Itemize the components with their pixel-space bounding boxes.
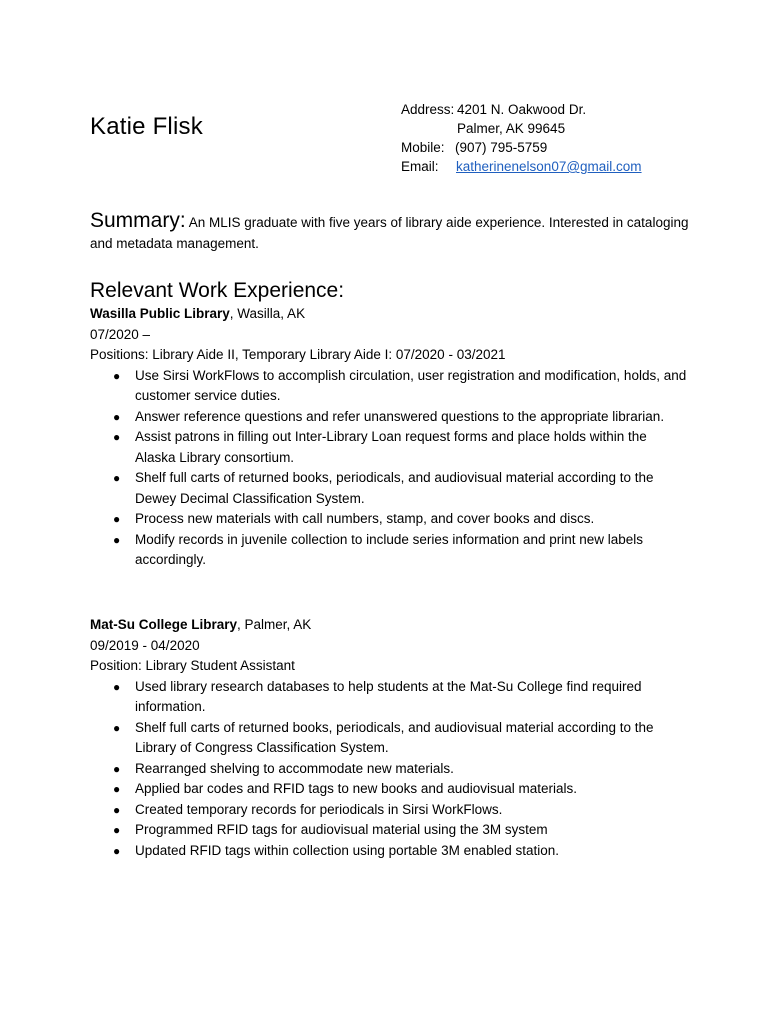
bullet-icon: ● [113, 679, 121, 694]
list-item [113, 468, 690, 509]
bullet-icon: ● [113, 471, 121, 485]
bullet-text: Shelf full carts of returned books, periodicals, and audiovisual material according to the Dewey Decimal Classification System. [135, 470, 654, 506]
bullet-text: Answer reference questions and refer unanswered questions to the appropriate librarian. [135, 408, 665, 424]
bullet-text: Applied bar codes and RFID tags to new books and audiovisual materials. [135, 781, 577, 796]
bullet-icon: ● [113, 368, 121, 383]
list-item [113, 759, 690, 780]
bullet-text: Programmed RFID tags for audiovisual material using the 3M system [135, 822, 548, 837]
email-link[interactable]: katherinenelson07@gmail.com [456, 159, 642, 174]
job-position: Position: Library Student Assistant [90, 658, 295, 673]
summary-text: An MLIS graduate with five years of library aide experience. Interested in cataloging and metadata management. [90, 215, 689, 251]
bullet-text: Used library research databases to help students at the Mat-Su College find required information. [135, 678, 642, 714]
job-position: Positions: Library Aide II, Temporary Library Aide I: 07/2020 - 03/2021 [90, 347, 506, 362]
bullet-icon: ● [113, 843, 121, 858]
bullet-icon: ● [113, 782, 121, 796]
list-item [113, 800, 690, 821]
bullet-icon: ● [113, 532, 121, 547]
job-wasilla [90, 304, 690, 571]
address-row [401, 100, 642, 119]
job-bullets [90, 677, 690, 862]
list-item [113, 820, 690, 841]
mobile-number: (907) 795-5759 [455, 140, 548, 155]
list-item [113, 427, 690, 468]
address-line2: Palmer, AK 99645 [457, 121, 566, 136]
bullet-icon: ● [113, 409, 121, 424]
bullet-text: Rearranged shelving to accommodate new materials. [135, 760, 454, 776]
job-dates: 07/2020 – [90, 326, 151, 342]
list-item [113, 841, 690, 862]
job-org-line [90, 304, 690, 325]
job-matsu [90, 615, 690, 861]
list-item [113, 509, 690, 530]
job-org: Wasilla Public Library [90, 306, 230, 321]
address-label: Address: [401, 102, 455, 117]
list-item [113, 779, 690, 800]
bullet-text: Updated RFID tags within collection using portable 3M enabled station. [135, 842, 559, 858]
address-line1: 4201 N. Oakwood Dr. [457, 102, 587, 117]
candidate-name: Katie Flisk [90, 113, 203, 140]
job-org-line [90, 615, 690, 636]
list-item [113, 366, 690, 407]
bullet-icon: ● [113, 761, 121, 776]
job-bullets [90, 366, 690, 571]
summary-section [90, 210, 690, 254]
job-dates: 09/2019 - 04/2020 [90, 637, 200, 653]
bullet-icon: ● [113, 720, 121, 735]
mobile-label: Mobile: [401, 140, 445, 155]
summary-heading: Summary: [90, 209, 186, 232]
contact-block [401, 100, 642, 176]
mobile-row [401, 138, 642, 157]
bullet-icon: ● [113, 802, 121, 817]
job-org: Mat-Su College Library [90, 617, 238, 632]
list-item [113, 718, 690, 759]
bullet-text: Modify records in juvenile collection to include series information and print new labels accordingly. [135, 531, 644, 567]
bullet-text: Process new materials with call numbers, stamp, and cover books and discs. [135, 511, 595, 526]
job-location: , Palmer, AK [237, 617, 312, 632]
list-item [113, 677, 690, 718]
address-row-2 [401, 119, 642, 138]
bullet-text: Shelf full carts of returned books, periodicals, and audiovisual material according to the Library of Congress Classification System. [135, 719, 654, 755]
list-item [113, 530, 690, 571]
job-location: , Wasilla, AK [229, 306, 306, 321]
bullet-text: Assist patrons in filling out Inter-Library Loan request forms and place holds within the Alaska Library consortium. [135, 429, 647, 465]
email-row [401, 157, 642, 176]
email-label: Email: [401, 159, 439, 174]
bullet-icon: ● [113, 512, 121, 526]
bullet-text: Created temporary records for periodicals in Sirsi WorkFlows. [135, 801, 503, 817]
bullet-text: Use Sirsi WorkFlows to accomplish circulation, user registration and modification, holds, and customer service duties. [135, 367, 687, 403]
bullet-icon: ● [113, 823, 121, 837]
experience-heading: Relevant Work Experience: [90, 279, 345, 302]
bullet-icon: ● [113, 430, 121, 444]
list-item [113, 407, 690, 428]
